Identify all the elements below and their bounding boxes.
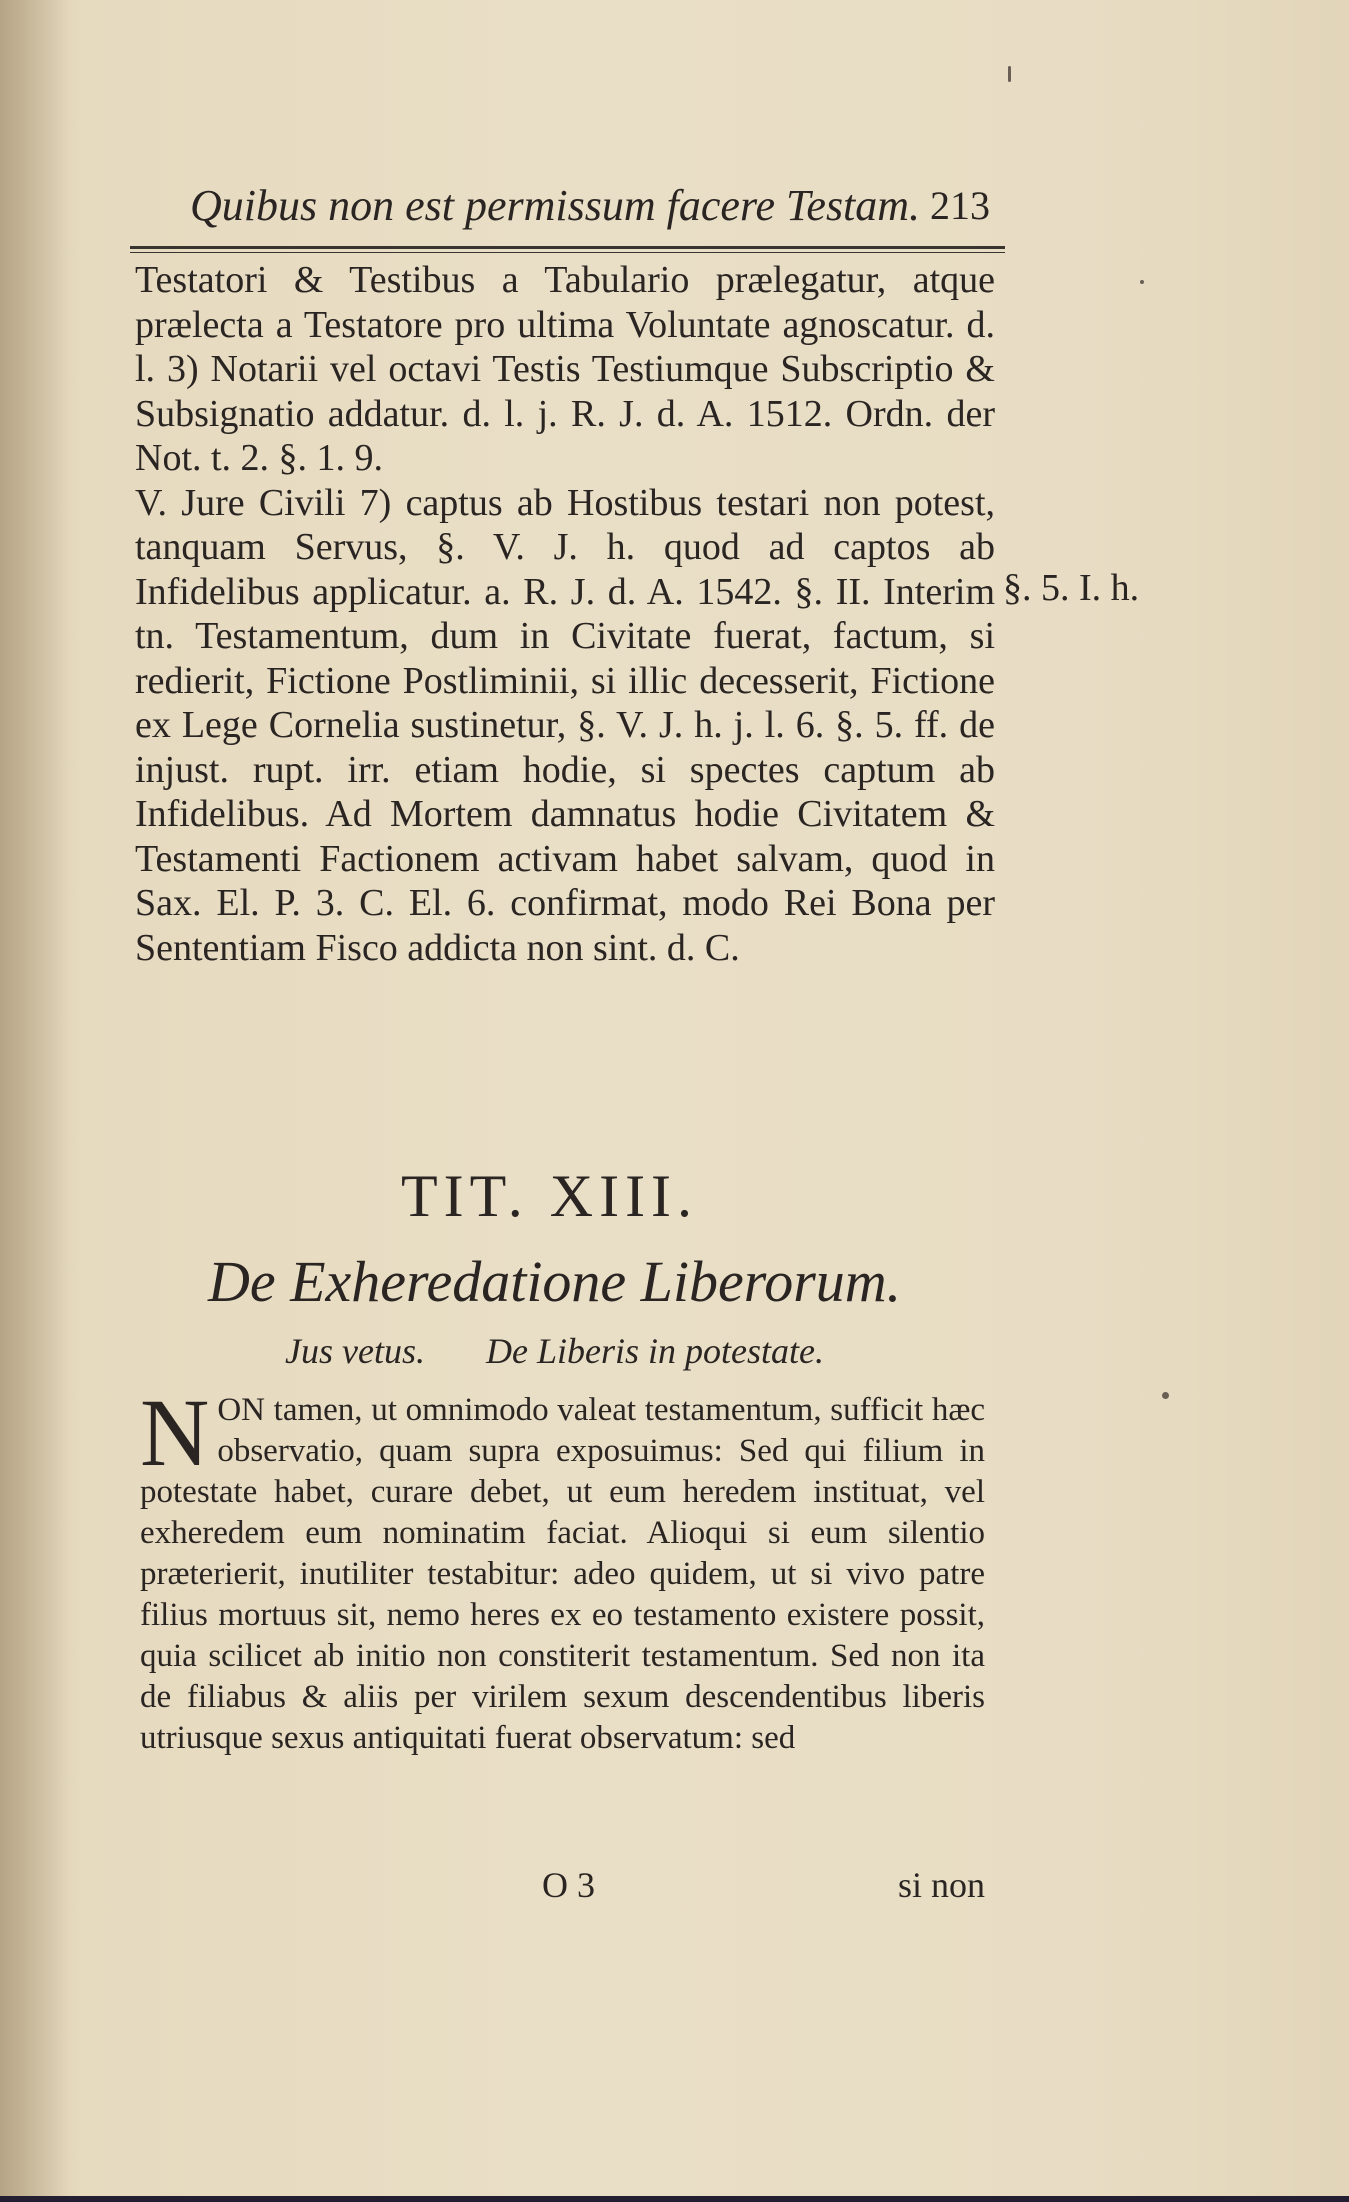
chapter-text: [140, 1379, 985, 1759]
title-number-text: TIT. XIII.: [400, 1163, 699, 1229]
ink-speck: [1140, 280, 1144, 284]
ink-speck: [1162, 1392, 1169, 1399]
ink-speck: [1008, 66, 1011, 82]
page-number: 213: [930, 183, 990, 228]
title-number: [0, 1162, 1349, 1231]
title-heading: [0, 1248, 1349, 1315]
running-title: Quibus non est permissum facere Testam.: [190, 181, 921, 230]
page-header: [190, 180, 990, 240]
paragraph-testatori: Testatori & Testibus a Tabulario prælegatur, atque prælecta a Testatore pro ultima Voluntate agnoscatur. d. l. 3) Notarii vel octavi Testis Testiumque Subscriptio & Subsignatio addatur. d. l. j. R. J. d. A. 1512. Ordn. der Not. t. 2. §. 1. 9.: [135, 259, 995, 479]
header-rule: [130, 246, 1005, 249]
title-heading-text: De Exheredatione Liberorum.: [208, 1249, 902, 1314]
upper-body-text: [135, 258, 995, 970]
paragraph-jure-civili: V. Jure Civili 7) captus ab Hostibus testari non potest, tanquam Servus, §. V. J. h. quod ad captos ab Infidelibus applicatur. a. R. J. d. A. 1542. §. II. Interim tn. Testamentum, dum in Civitate fuerat, factum, si redierit, Fictione Postliminii, si illic decesserit, Fictione ex Lege Cornelia sustinetur, §. V. J. h. j. l. 6. §. 5. ff. de injust. rupt. irr. etiam hodie, si spectes captum ab Infidelibus. Ad Mortem damnatus hodie Civitatem & Testamenti Factionem activam habet salvam, quod in Sax. El. P. 3. C. El. 6. confirmat, modo Rei Bona per Sententiam Fisco addicta non sint. d. C.: [135, 481, 995, 969]
page-footer: [140, 1864, 985, 1908]
signature-mark: O 3: [542, 1865, 595, 1905]
section-head-jus-vetus: Jus vetus.: [285, 1331, 425, 1371]
catchword: si non: [897, 1865, 985, 1905]
header-rule-thin: [130, 252, 1005, 253]
chapter-paragraph: ON tamen, ut omnimodo valeat testamentum, sufficit hæc observatio, quam supra exposuimus: Sed qui filium in potestate habet, curare debet, ut eum heredem instituat, vel exheredem eum nominatim faciat. Alioqui si eum silentio præterierit, inutiliter testabitur: adeo quidem, ut si vivo patre filius mortuus sit, nemo heres ex eo testamento existere possit, quia scilicet ab initio non constiterit testamentum. Sed non ita de filiabus & aliis per virilem sexum descendentibus liberis utriusque sexus antiquitati fuerat observatum: sed: [140, 1392, 985, 1756]
page-edge: [0, 2196, 1349, 2202]
drop-cap: N: [140, 1379, 210, 1486]
section-head-de-liberis: De Liberis in potestate.: [485, 1331, 824, 1371]
gutter-shadow: [0, 0, 70, 2202]
margin-note: §. 5. I. h.: [1003, 567, 1140, 609]
section-heads: [285, 1330, 876, 1372]
